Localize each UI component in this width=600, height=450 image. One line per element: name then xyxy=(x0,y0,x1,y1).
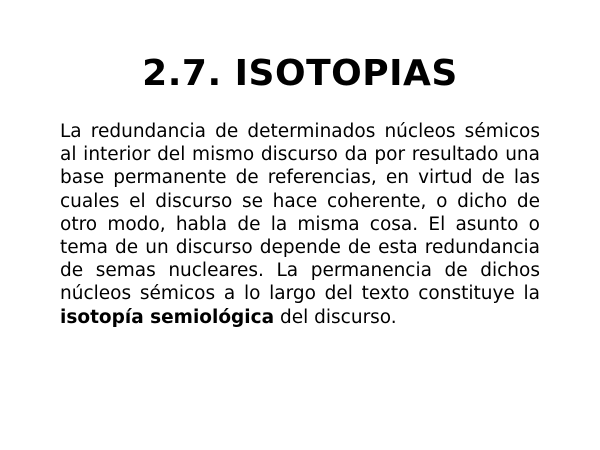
paragraph-text-after: del discurso. xyxy=(280,306,397,328)
body-paragraph xyxy=(60,120,540,329)
bold-term: isotopía semiológica xyxy=(60,306,275,328)
paragraph-text-before: La redundancia de determinados núcleos sémicos al interior del mismo discurso da por resultado una base permanente de referencias, en virtud de las cuales el discurso se hace coherente, o dicho de otro modo, habla de la misma cosa. El asunto o tema de un discurso depende de esta redundancia de semas nucleares. La permanencia de dichos núcleos sémicos a lo largo del texto constituye la xyxy=(60,121,540,305)
slide-title: 2.7. ISOTOPIAS xyxy=(142,53,458,94)
